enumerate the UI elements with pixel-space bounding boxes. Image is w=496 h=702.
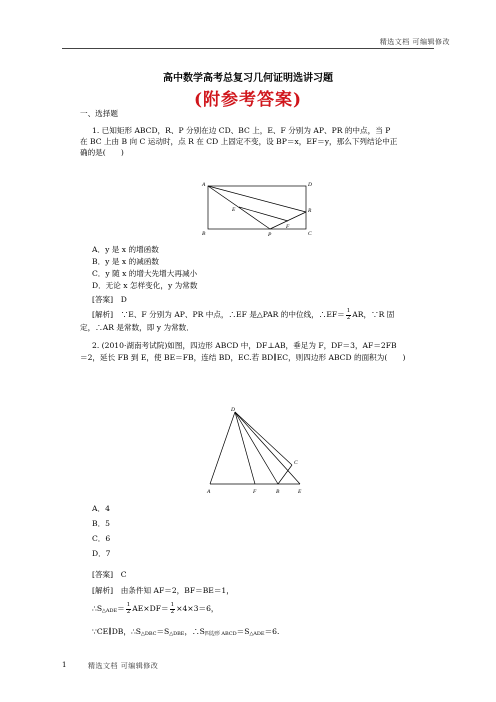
q2-option-b: B．5 — [92, 519, 111, 528]
q2-stem-line-1: 2. (2010·湖南考试院)如图，四边形 ABCD 中，DF⊥AB，垂足为 F，DF＝3，AF＝2FB — [92, 341, 397, 350]
q2-sub-ade-2: △ADE — [249, 631, 265, 637]
q1-answer: [答案] D — [92, 295, 127, 304]
frac-den: 2 — [126, 608, 131, 615]
header-rule — [62, 48, 434, 49]
label-e: E — [232, 207, 236, 213]
q1-stem-line-2: 在 BC 上由 B 向 C 运动时，点 R 在 CD 上固定不变，设 BP＝x，EF＝y，那么下列结论中正 — [80, 137, 398, 146]
frac-den: 2 — [346, 314, 351, 321]
label-a: A — [207, 489, 211, 495]
segment-ad — [210, 412, 235, 484]
q2-text-eq: ＝ — [117, 604, 125, 613]
q1-stem-line-1: 1. 已知矩形 ABCD，R、P 分别在边 CD、BC 上，E、F 分别为 AP、PR 的中点，当 P — [92, 126, 391, 135]
q1-fraction-half — [346, 309, 352, 321]
q2-text-eq-s: ＝S — [156, 627, 170, 636]
q2-sub-dbc: △DBC — [141, 631, 157, 637]
q1-analysis-line-1 — [92, 309, 394, 321]
page-subtitle: (附参考答案) — [193, 90, 303, 110]
header-note: 精选文档 可编辑修改 — [379, 38, 450, 46]
q1-figure-rectangle — [200, 178, 325, 238]
q2-fraction-half-2 — [170, 603, 176, 615]
q2-fraction-half-1 — [126, 603, 132, 615]
q2-text-result: ×4×3＝6， — [176, 604, 219, 613]
rect-abcd — [208, 186, 306, 229]
q2-option-a: A．4 — [92, 504, 110, 513]
q2-analysis-line-3 — [92, 626, 279, 640]
segment-dc — [235, 412, 292, 465]
q2-text-s: ∴S — [92, 604, 103, 613]
q2-sub-ade: △ADE — [102, 608, 118, 614]
frac-den: 2 — [170, 608, 175, 615]
segment-db — [235, 412, 278, 484]
q2-text-therefore: ，∴S — [184, 627, 205, 636]
label-f: F — [286, 224, 290, 230]
q2-text-six: ＝6. — [264, 627, 280, 636]
q1-analysis-text-a: [解析] ∵E、F 分别为 AP、PR 中点，∴EF 是△PAR 的中位线，∴EF＝ — [92, 310, 345, 319]
label-d: D — [231, 407, 235, 413]
label-r: R — [308, 208, 312, 214]
label-d: D — [308, 182, 312, 188]
q2-text-ae-df: AE×DF＝ — [132, 604, 169, 613]
label-b: B — [276, 489, 280, 495]
q1-analysis-text-b: AR，∵R 固 — [352, 310, 395, 319]
frac-num: 1 — [126, 602, 131, 608]
q2-stem-line-2: ＝2，延长 FB 到 E，使 BE＝FB，连结 BD，EC.若 BD∥EC，则四边形 ABCD 的面积为( ) — [80, 353, 406, 362]
page-title: 高中数学高考总复习几何证明选讲习题 — [163, 73, 333, 84]
q2-option-c: C．6 — [92, 534, 111, 543]
q1-option-d: D．无论 x 怎样变化，y 为常数 — [92, 281, 198, 290]
footer-note: 精选文档 可编辑修改 — [88, 662, 159, 670]
q1-analysis-line-2: 定，∴AR 是常数，即 y 为常数． — [80, 323, 194, 332]
q1-option-b: B．y 是 x 的减函数 — [92, 257, 159, 266]
q1-option-a: A．y 是 x 的增函数 — [92, 245, 159, 254]
label-p: P — [268, 232, 272, 238]
label-c: C — [294, 460, 298, 466]
q2-option-d: D．7 — [92, 549, 111, 558]
q2-text-eq-s2: ＝S — [236, 627, 250, 636]
label-b: B — [202, 231, 206, 237]
segment-ef — [239, 207, 288, 221]
q2-sub-dbe: △DBE — [169, 631, 185, 637]
segment-ap — [208, 186, 270, 229]
frac-num: 1 — [170, 602, 175, 608]
q1-stem-line-3: 确的是( ) — [80, 148, 124, 157]
label-f: F — [253, 489, 257, 495]
q2-figure-quadrilateral — [204, 406, 312, 496]
q2-sub-abcd: 四边形 ABCD — [204, 631, 237, 637]
footer-page-number: 1 — [62, 661, 67, 669]
section-heading: 一、选择题 — [80, 109, 118, 118]
q2-analysis-line-2 — [92, 603, 219, 617]
frac-num: 1 — [346, 308, 351, 314]
q2-analysis-line-1: [解析] 由条件知 AF＝2，BF＝BE＝1， — [92, 586, 234, 595]
label-e: E — [298, 489, 302, 495]
label-c: C — [308, 231, 312, 237]
q2-text-ce-db: ∵CE∥DB，∴S — [92, 627, 141, 636]
q2-answer: [答案] C — [92, 570, 127, 579]
label-a: A — [202, 182, 206, 188]
q1-option-c: C．y 随 x 的增大先增大再减小 — [92, 269, 198, 278]
segment-ar — [208, 186, 306, 212]
